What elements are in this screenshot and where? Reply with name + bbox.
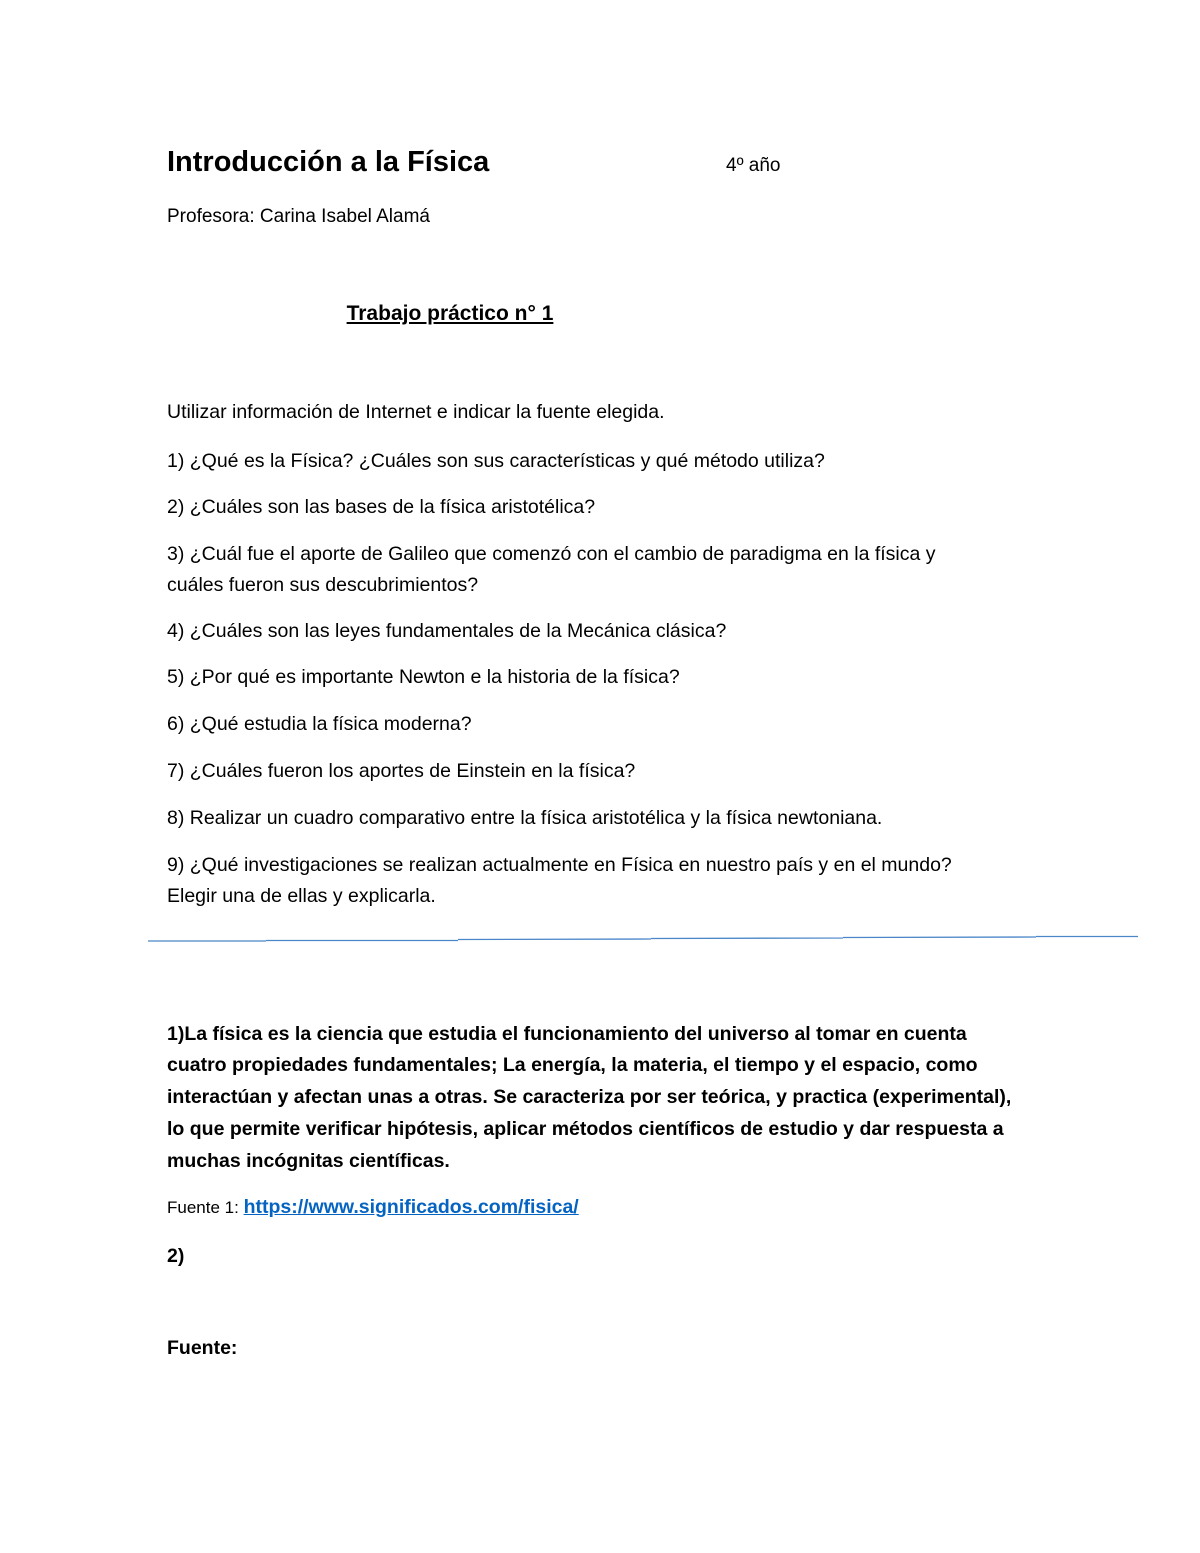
- instruction-text: Utilizar información de Internet e indicar la fuente elegida.: [167, 401, 665, 423]
- school-year: 4º año: [726, 155, 781, 176]
- source-1-link[interactable]: https://www.significados.com/fisica/: [243, 1196, 579, 1218]
- assignment-heading: [0, 298, 1200, 330]
- question-4: 4) ¿Cuáles son las leyes fundamentales de la Mecánica clásica?: [167, 620, 727, 642]
- question-5: 5) ¿Por qué es importante Newton e la historia de la física?: [167, 666, 680, 688]
- question-3-line-1: 3) ¿Cuál fue el aporte de Galileo que comenzó con el cambio de paradigma en la física y: [167, 543, 936, 565]
- question-2: 2) ¿Cuáles son las bases de la física aristotélica?: [167, 496, 596, 518]
- answer-1-line-1: 1)La física es la ciencia que estudia el funcionamiento del universo al tomar en cuenta: [167, 1023, 967, 1045]
- answer-1-line-4: lo que permite verificar hipótesis, aplicar métodos científicos de estudio y dar respuesta a: [167, 1118, 1004, 1140]
- teacher-name: Profesora: Carina Isabel Alamá: [167, 206, 430, 227]
- source-1: [167, 1193, 579, 1222]
- question-9-line-2: Elegir una de ellas y explicarla.: [167, 885, 436, 907]
- section-divider: [148, 935, 1138, 943]
- answer-2-label: 2): [167, 1245, 185, 1267]
- question-3-line-2: cuáles fueron sus descubrimientos?: [167, 574, 479, 596]
- answer-1-line-5: muchas incógnitas científicas.: [167, 1150, 450, 1172]
- source-1-label: Fuente 1:: [167, 1198, 244, 1217]
- question-6: 6) ¿Qué estudia la física moderna?: [167, 713, 472, 735]
- question-9-line-1: 9) ¿Qué investigaciones se realizan actualmente en Física en nuestro país y en el mundo?: [167, 854, 952, 876]
- document-title: Introducción a la Física: [167, 146, 490, 178]
- question-8: 8) Realizar un cuadro comparativo entre la física aristotélica y la física newtoniana.: [167, 807, 883, 829]
- answer-1-line-3: interactúan y afectan unas a otras. Se caracteriza por ser teórica, y practica (experimental),: [167, 1086, 1012, 1108]
- question-7: 7) ¿Cuáles fueron los aportes de Einstein en la física?: [167, 760, 636, 782]
- question-1: 1) ¿Qué es la Física? ¿Cuáles son sus características y qué método utiliza?: [167, 450, 825, 472]
- answer-1-line-2: cuatro propiedades fundamentales; La energía, la materia, el tiempo y el espacio, como: [167, 1054, 978, 1076]
- source-2-label: Fuente:: [167, 1337, 238, 1359]
- assignment-heading-text: Trabajo práctico n° 1: [346, 302, 554, 325]
